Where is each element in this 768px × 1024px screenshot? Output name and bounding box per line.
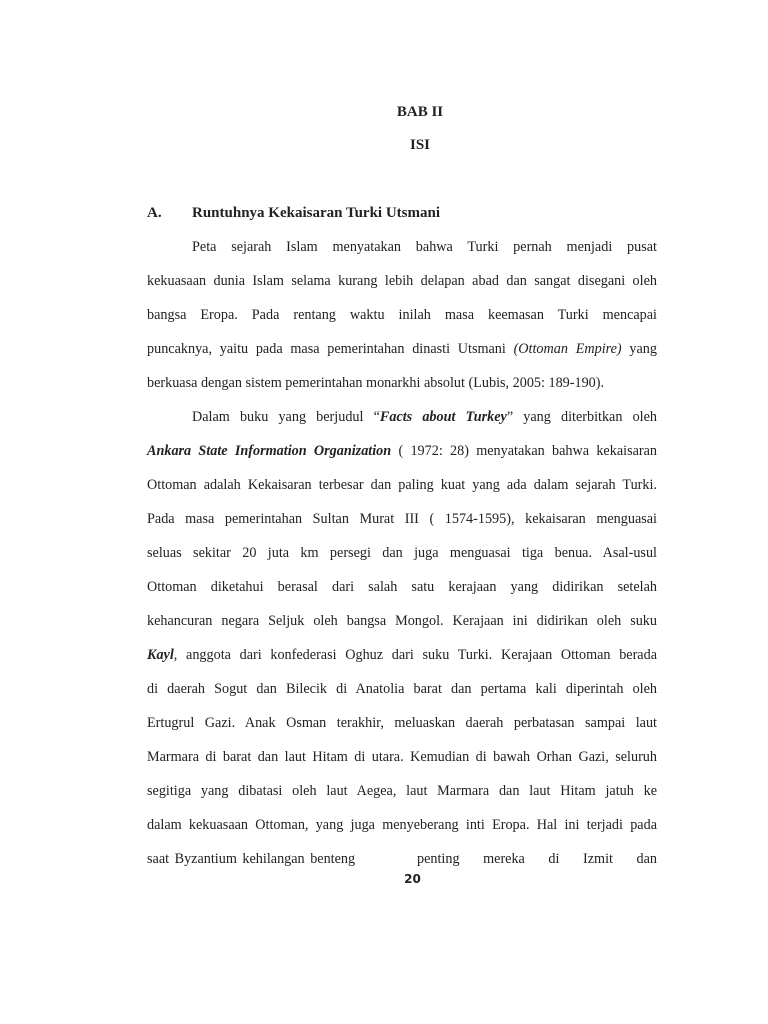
paragraph-line: bangsa Eropa. Pada rentang waktu inilah masa keemasan Turki mencapai bbox=[147, 307, 657, 323]
paragraph-line: berkuasa dengan sistem pemerintahan monarkhi absolut (Lubis, 2005: 189-190). bbox=[147, 375, 605, 391]
line-text: ( 1972: 28) menyatakan bahwa kekaisaran bbox=[391, 443, 657, 459]
line-text: yang bbox=[621, 341, 657, 357]
subsection-label: A. bbox=[147, 205, 162, 221]
paragraph-line: di daerah Sogut dan Bilecik di Anatolia barat dan pertama kali diperintah oleh bbox=[147, 681, 657, 697]
chapter-heading: BAB II bbox=[396, 104, 444, 120]
subsection-title: Runtuhnya Kekaisaran Turki Utsmani bbox=[192, 205, 440, 221]
line-text: ” yang diterbitkan oleh bbox=[506, 409, 657, 425]
book-title: Facts about Turkey bbox=[379, 409, 507, 425]
line-text: , anggota dari konfederasi Oghuz dari suku Turki. Kerajaan Ottoman berada bbox=[173, 647, 657, 663]
paragraph-line: Pada masa pemerintahan Sultan Murat III ( 1574-1595), kekaisaran menguasai bbox=[147, 511, 657, 527]
tribe-name: Kayl bbox=[147, 647, 174, 663]
paragraph-line: Ertugrul Gazi. Anak Osman terakhir, meluaskan daerah perbatasan sampai laut bbox=[147, 715, 657, 731]
paragraph-line: kekuasaan dunia Islam selama kurang lebih delapan abad dan sangat disegani oleh bbox=[147, 273, 657, 289]
organization-name: Ankara State Information Organization bbox=[147, 443, 392, 459]
paragraph-line: dalam kekuasaan Ottoman, yang juga menyeberang inti Eropa. Hal ini terjadi pada bbox=[147, 817, 657, 833]
paragraph-line: kehancuran negara Seljuk oleh bangsa Mongol. Kerajaan ini didirikan oleh suku bbox=[147, 613, 657, 629]
page-number: 20 bbox=[404, 872, 421, 886]
paragraph-line bbox=[147, 645, 657, 665]
paragraph-line bbox=[192, 407, 657, 427]
line-text: penting mereka di Izmit dan bbox=[417, 851, 657, 867]
italic-term: (Ottoman Empire) bbox=[513, 341, 622, 357]
line-text: saat Byzantium kehilangan benteng bbox=[147, 851, 356, 867]
paragraph-line: segitiga yang dibatasi oleh laut Aegea, laut Marmara dan laut Hitam jatuh ke bbox=[147, 783, 657, 799]
line-text: Dalam buku yang berjudul “ bbox=[192, 409, 380, 425]
paragraph-line bbox=[147, 441, 657, 461]
paragraph-line: Ottoman adalah Kekaisaran terbesar dan paling kuat yang ada dalam sejarah Turki. bbox=[147, 477, 657, 493]
line-text: puncaknya, yaitu pada masa pemerintahan dinasti Utsmani bbox=[147, 341, 514, 357]
section-heading: ISI bbox=[409, 137, 431, 153]
paragraph-line: seluas sekitar 20 juta km persegi dan juga menguasai tiga benua. Asal-usul bbox=[147, 545, 657, 561]
paragraph-line: Ottoman diketahui berasal dari salah satu kerajaan yang didirikan setelah bbox=[147, 579, 657, 595]
paragraph-line: Peta sejarah Islam menyatakan bahwa Turki pernah menjadi pusat bbox=[192, 239, 657, 255]
paragraph-line bbox=[147, 339, 657, 359]
paragraph-line: Marmara di barat dan laut Hitam di utara. Kemudian di bawah Orhan Gazi, seluruh bbox=[147, 749, 657, 765]
